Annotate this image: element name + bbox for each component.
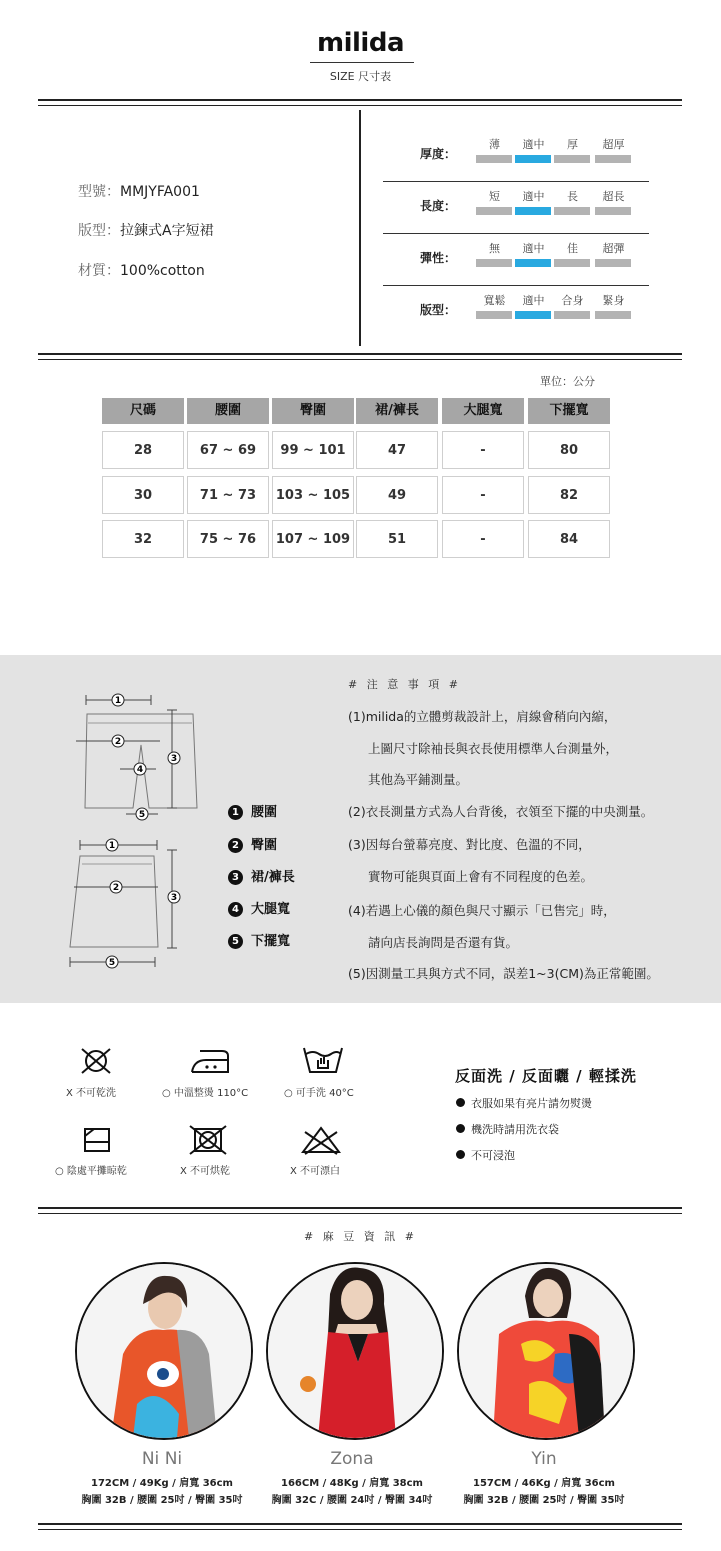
table-header-cell: 大腿寬 <box>442 398 524 424</box>
attribute-option: 適中 <box>522 242 545 255</box>
product-style <box>78 220 214 240</box>
table-cell: 28 <box>102 431 184 469</box>
attribute-option: 緊身 <box>602 294 625 307</box>
note-line: (1)milida的立體剪裁設計上，肩線會稍向內縮， <box>348 709 617 724</box>
attribute-bar-selected <box>515 155 551 163</box>
attribute-bar-selected <box>515 259 551 267</box>
no-bleach-icon <box>299 1124 343 1156</box>
style-value: 拉鍊式A字短裙 <box>120 223 214 239</box>
attribute-bar <box>476 259 512 267</box>
table-cell: 51 <box>356 520 438 558</box>
note-line: (4)若遇上心儀的顏色與尺寸顯示「已售完」時， <box>348 903 616 918</box>
svg-text:1: 1 <box>114 696 122 706</box>
attribute-bar <box>554 311 590 319</box>
legend-number: 5 <box>228 934 243 949</box>
legend-item <box>228 930 290 949</box>
table-cell: 103 ~ 105 <box>272 476 354 514</box>
no-dry-clean-icon <box>76 1046 116 1076</box>
unit-label: 單位：公分 <box>540 375 595 388</box>
table-header-cell: 裙/褲長 <box>356 398 438 424</box>
table-cell: 82 <box>528 476 610 514</box>
iron-medium-icon <box>188 1046 232 1076</box>
table-cell: 32 <box>102 520 184 558</box>
attribute-bar <box>476 155 512 163</box>
table-cell: - <box>442 476 524 514</box>
table-header-cell: 尺碼 <box>102 398 184 424</box>
model-stats: 166CM / 48Kg / 肩寬 38cm <box>281 1478 423 1489</box>
attribute-label: 厚度： <box>420 147 457 161</box>
wash-item: 不可浸泡 <box>456 1147 515 1163</box>
attribute-option: 長 <box>567 190 578 203</box>
model-stats: 157CM / 46Kg / 肩寬 36cm <box>473 1478 615 1489</box>
attribute-option: 寬鬆 <box>483 294 506 307</box>
model-name: Zona <box>330 1449 374 1469</box>
model-label: 型號： <box>78 184 120 200</box>
table-cell: 99 ~ 101 <box>272 431 354 469</box>
note-line: 請向店長詢問是否還有貨。 <box>368 935 519 950</box>
legend-item <box>228 801 277 820</box>
product-material <box>78 260 205 280</box>
hand-wash-icon <box>301 1044 345 1076</box>
model-measurements: 胸圍 32B / 腰圍 25吋 / 臀圍 35吋 <box>463 1495 625 1506</box>
attribute-option: 佳 <box>567 242 578 255</box>
legend-label: 腰圍 <box>251 805 278 820</box>
top-divider <box>38 99 682 106</box>
note-line: (3)因每台螢幕亮度、對比度、色溫的不同， <box>348 837 591 852</box>
svg-text:2: 2 <box>112 883 120 893</box>
measurement-diagram <box>60 690 200 970</box>
legend-number: 1 <box>228 805 243 820</box>
care-label: X 不可烘乾 <box>180 1166 231 1177</box>
legend-label: 臀圍 <box>251 838 278 853</box>
attribute-separator <box>383 285 649 286</box>
attribute-bar <box>595 259 631 267</box>
model-value: MMJYFA001 <box>120 184 200 200</box>
model-photo-nini <box>75 1262 253 1440</box>
notes-title: # 注 意 事 項 # <box>348 678 461 691</box>
material-label: 材質： <box>78 263 120 279</box>
table-cell: - <box>442 431 524 469</box>
attribute-bar-selected <box>515 311 551 319</box>
note-line: (2)衣長測量方式為人台背後，衣領至下擺的中央測量。 <box>348 804 654 819</box>
svg-text:1: 1 <box>108 841 116 851</box>
attribute-bar <box>595 311 631 319</box>
table-cell: 30 <box>102 476 184 514</box>
attribute-option: 超彈 <box>602 242 625 255</box>
attribute-bar <box>554 259 590 267</box>
attribute-bar <box>595 207 631 215</box>
attribute-label: 版型： <box>420 303 457 317</box>
size-title: SIZE 尺寸表 <box>329 70 392 83</box>
svg-text:5: 5 <box>138 810 146 820</box>
model-measurements: 胸圍 32C / 腰圍 24吋 / 臀圍 34吋 <box>271 1495 433 1506</box>
svg-text:3: 3 <box>170 754 178 764</box>
models-title: # 麻 豆 資 訊 # <box>304 1230 417 1243</box>
table-header-cell: 腰圍 <box>187 398 269 424</box>
attribute-bar-selected <box>515 207 551 215</box>
attribute-option: 厚 <box>567 138 578 151</box>
wash-item: 衣服如果有亮片請勿熨燙 <box>456 1095 592 1111</box>
attribute-bar <box>595 155 631 163</box>
care-label: ○ 可手洗 40°C <box>284 1088 354 1099</box>
no-tumble-dry-icon <box>188 1124 228 1156</box>
legend-item <box>228 834 277 853</box>
svg-text:4: 4 <box>136 765 144 775</box>
attribute-option: 短 <box>489 190 500 203</box>
legend-number: 2 <box>228 838 243 853</box>
info-divider <box>359 110 361 346</box>
model-name: Ni Ni <box>141 1449 183 1469</box>
attribute-label: 長度： <box>420 199 457 213</box>
note-line: (5)因測量工具與方式不同，誤差1~3(CM)為正常範圍。 <box>348 966 659 981</box>
legend-label: 下擺寬 <box>251 934 291 949</box>
attribute-option: 超長 <box>602 190 625 203</box>
legend-number: 3 <box>228 870 243 885</box>
attribute-label: 彈性： <box>420 251 457 265</box>
wash-title: 反面洗 / 反面曬 / 輕揉洗 <box>455 1067 637 1085</box>
note-line: 實物可能與頁面上會有不同程度的色差。 <box>368 869 594 884</box>
care-label: X 不可乾洗 <box>66 1088 117 1099</box>
attribute-option: 適中 <box>522 190 545 203</box>
model-photo-zona <box>266 1262 444 1440</box>
svg-text:5: 5 <box>108 958 116 968</box>
model-stats: 172CM / 49Kg / 肩寬 36cm <box>91 1478 233 1489</box>
note-line: 其他為平鋪測量。 <box>368 772 469 787</box>
note-line: 上圖尺寸除袖長與衣長使用標準人台測量外， <box>368 741 619 756</box>
legend-item <box>228 866 295 885</box>
table-cell: 80 <box>528 431 610 469</box>
svg-text:3: 3 <box>170 893 178 903</box>
model-name: Yin <box>531 1449 557 1469</box>
legend-label: 大腿寬 <box>251 902 291 917</box>
table-cell: 71 ~ 73 <box>187 476 269 514</box>
model-photo-yin <box>457 1262 635 1440</box>
table-cell: 84 <box>528 520 610 558</box>
care-label: ○ 陰處平攤晾乾 <box>55 1166 127 1177</box>
attribute-bar <box>476 311 512 319</box>
table-header-cell: 臀圍 <box>272 398 354 424</box>
care-label: X 不可漂白 <box>290 1166 341 1177</box>
table-cell: 107 ~ 109 <box>272 520 354 558</box>
material-value: 100%cotton <box>120 263 205 279</box>
attribute-separator <box>383 233 649 234</box>
product-model <box>78 181 200 201</box>
attribute-bar <box>554 155 590 163</box>
style-label: 版型： <box>78 223 120 239</box>
legend-number: 4 <box>228 902 243 917</box>
legend-label: 裙/褲長 <box>251 870 295 885</box>
legend-item <box>228 898 290 917</box>
table-cell: 75 ~ 76 <box>187 520 269 558</box>
table-cell: - <box>442 520 524 558</box>
logo-underline <box>310 62 414 63</box>
wash-item: 機洗時請用洗衣袋 <box>456 1121 559 1137</box>
model-measurements: 胸圍 32B / 腰圍 25吋 / 臀圍 35吋 <box>81 1495 243 1506</box>
attribute-option: 適中 <box>522 294 545 307</box>
brand-logo: milida <box>317 28 404 58</box>
attribute-bar <box>476 207 512 215</box>
attribute-bar <box>554 207 590 215</box>
models-divider <box>38 1207 682 1214</box>
table-header-cell: 下擺寬 <box>528 398 610 424</box>
table-cell: 49 <box>356 476 438 514</box>
table-cell: 47 <box>356 431 438 469</box>
mid-divider <box>38 353 682 360</box>
svg-text:2: 2 <box>114 737 122 747</box>
attribute-option: 薄 <box>489 138 500 151</box>
table-cell: 67 ~ 69 <box>187 431 269 469</box>
bottom-divider <box>38 1523 682 1530</box>
attribute-option: 適中 <box>522 138 545 151</box>
dry-flat-shade-icon <box>82 1126 112 1154</box>
care-label: ○ 中溫整燙 110°C <box>162 1088 249 1099</box>
attribute-separator <box>383 181 649 182</box>
attribute-option: 超厚 <box>602 138 625 151</box>
attribute-option: 無 <box>489 242 500 255</box>
attribute-option: 合身 <box>561 294 584 307</box>
